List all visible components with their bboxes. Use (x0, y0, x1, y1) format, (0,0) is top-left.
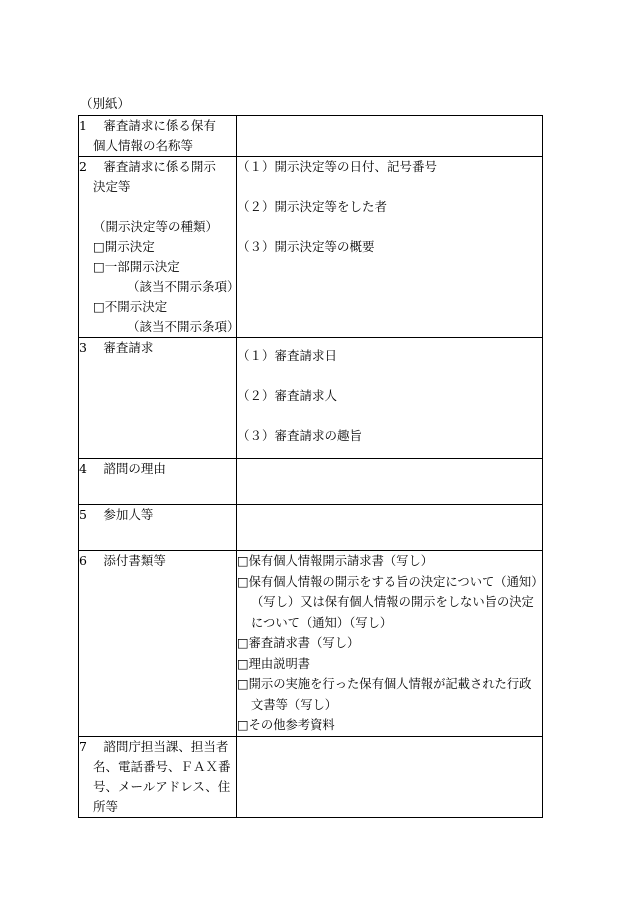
row6-value-cell (237, 551, 543, 737)
row1-label-cell (79, 116, 237, 157)
attachment-other-references[interactable]: □その他参考資料 (237, 718, 335, 732)
row2-label-line1: 2 審査請求に係る開示 (79, 159, 216, 174)
attachment-administrative-documents[interactable]: □開示の実施を行った保有個人情報が記載された行政文書等（写し） (237, 677, 532, 712)
row2-label-line2: 決定等 (93, 179, 131, 194)
row5-label-cell (79, 505, 237, 551)
nondisclosure-clause-label: （該当不開示条項） (127, 319, 240, 334)
row-disclosure-decision (79, 157, 543, 338)
row-consultation-reason (79, 459, 543, 505)
row6-label-cell (79, 551, 237, 737)
row2-gap (79, 197, 236, 217)
attachment-disclosure-request[interactable]: □保有個人情報開示請求書（写し） (237, 554, 434, 568)
decision-maker-label: （２）開示決定等をした者 (237, 199, 388, 214)
row3-label: 3 審査請求 (79, 340, 154, 355)
row4-value-cell[interactable] (237, 459, 543, 505)
row5-label: 5 参加人等 (79, 507, 154, 522)
partial-nondisclosure-clause-label: （該当不開示条項） (127, 279, 240, 294)
row3-value-cell[interactable] (237, 338, 543, 459)
row2-label-cell (79, 157, 240, 338)
request-date-label: （１）審査請求日 (237, 348, 338, 363)
row1-label-line1: 1 審査請求に係る保有 (79, 118, 216, 133)
row7-label: 7 諮問庁担当課、担当者名、電話番号、ＦＡＸ番号、メールアドレス、住所等 (79, 738, 231, 814)
checkbox-partial-disclosure[interactable]: □一部開示決定 (93, 259, 180, 274)
row-retained-info-name (79, 116, 543, 157)
row-review-request (79, 338, 543, 459)
decision-date-number-label: （１）開示決定等の日付、記号番号 (237, 159, 438, 174)
row5-value-cell[interactable] (237, 505, 543, 551)
row6-label: 6 添付書類等 (79, 553, 166, 568)
decision-type-heading: （開示決定等の種類） (93, 219, 219, 234)
row3-label-cell (79, 338, 237, 459)
row4-label-cell (79, 459, 237, 505)
row-participants (79, 505, 543, 551)
decision-summary-label: （３）開示決定等の概要 (237, 239, 375, 254)
row7-label-cell (79, 736, 237, 817)
row2-value-cell[interactable] (237, 157, 543, 338)
requester-label: （２）審査請求人 (237, 388, 338, 403)
row4-label: 4 諮問の理由 (79, 461, 166, 476)
row-attachments (79, 551, 543, 737)
row1-value-cell[interactable] (237, 116, 543, 157)
request-purpose-label: （３）審査請求の趣旨 (237, 428, 363, 443)
row7-value-cell[interactable] (237, 736, 543, 817)
checkbox-nondisclosure-decision[interactable]: □不開示決定 (93, 299, 168, 314)
row-contact-info (79, 736, 543, 817)
attachment-review-request[interactable]: □審査請求書（写し） (237, 636, 360, 650)
submission-form-table (78, 115, 543, 818)
attachment-decision-notice[interactable]: □保有個人情報の開示をする旨の決定について（通知）（写し）又は保有個人情報の開示をしない旨の決定について（通知）（写し） (237, 574, 538, 630)
annex-label: （別紙） (80, 96, 131, 111)
row1-label-line2: 個人情報の名称等 (93, 138, 194, 153)
attachment-reason-statement[interactable]: □理由説明書 (237, 656, 311, 671)
checkbox-disclosure-decision[interactable]: □開示決定 (93, 239, 155, 254)
